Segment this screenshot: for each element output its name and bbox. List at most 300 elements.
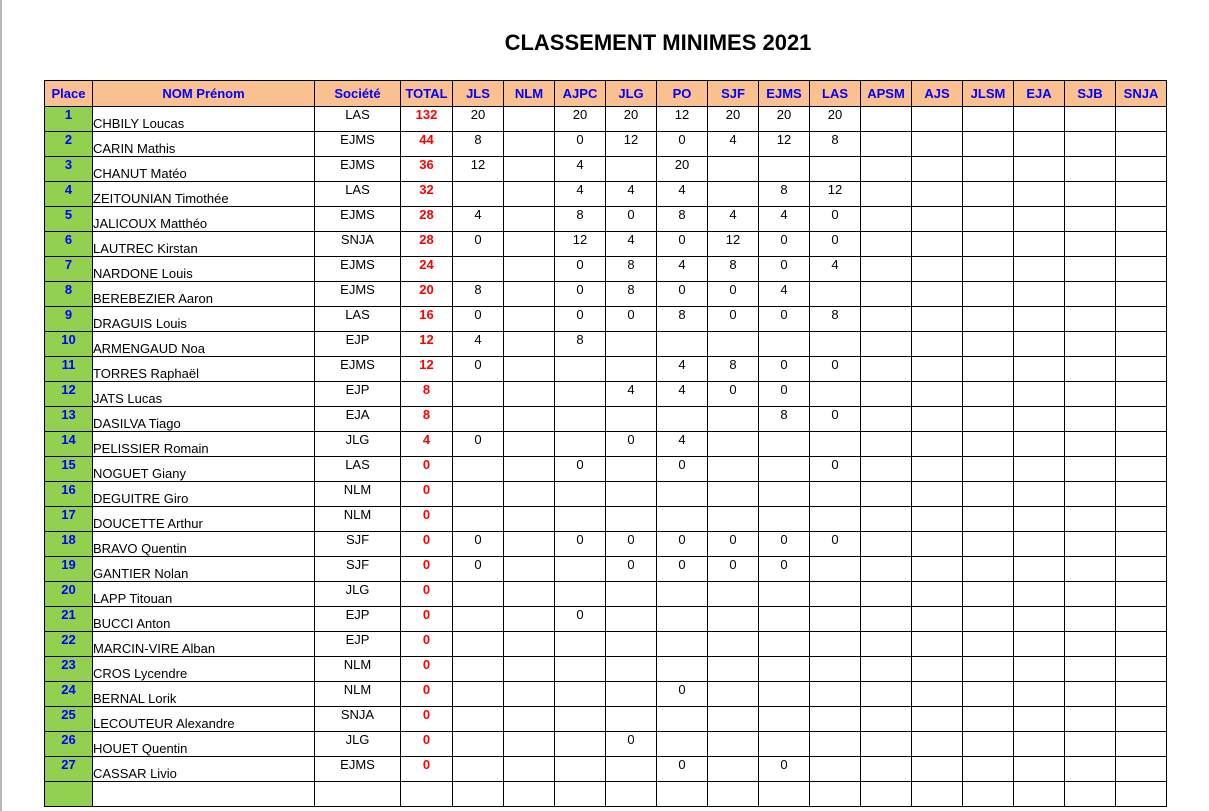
score-cell-ajs bbox=[912, 632, 963, 657]
score-cell-ejms: 0 bbox=[759, 357, 810, 382]
score-cell-sjb bbox=[1065, 107, 1116, 132]
score-cell-las bbox=[810, 282, 861, 307]
score-cell-ejms bbox=[759, 332, 810, 357]
club-cell: EJMS bbox=[315, 157, 401, 182]
score-cell-ajs bbox=[912, 782, 963, 807]
score-cell-snja bbox=[1116, 732, 1167, 757]
club-cell: SNJA bbox=[315, 232, 401, 257]
score-cell-las bbox=[810, 682, 861, 707]
place-cell: 24 bbox=[45, 682, 93, 707]
score-cell-jls bbox=[453, 407, 504, 432]
score-cell-ajpc: 12 bbox=[555, 232, 606, 257]
name-cell: CHBILY Loucas bbox=[93, 107, 315, 132]
score-cell-eja bbox=[1014, 457, 1065, 482]
score-cell-ajpc bbox=[555, 557, 606, 582]
score-cell-ajpc bbox=[555, 482, 606, 507]
score-cell-las bbox=[810, 707, 861, 732]
score-cell-jlsm bbox=[963, 207, 1014, 232]
score-cell-eja bbox=[1014, 407, 1065, 432]
score-cell-sjb bbox=[1065, 132, 1116, 157]
score-cell-jls: 0 bbox=[453, 232, 504, 257]
score-cell-jlg: 8 bbox=[606, 257, 657, 282]
score-cell-ejms: 4 bbox=[759, 282, 810, 307]
score-cell-las: 4 bbox=[810, 257, 861, 282]
table-row bbox=[45, 382, 1167, 407]
score-cell-eja bbox=[1014, 257, 1065, 282]
score-cell-sjb bbox=[1065, 782, 1116, 807]
score-cell-nlm bbox=[504, 507, 555, 532]
score-cell-eja bbox=[1014, 157, 1065, 182]
table-row bbox=[45, 707, 1167, 732]
score-cell-po bbox=[657, 782, 708, 807]
score-cell-ajpc bbox=[555, 507, 606, 532]
score-cell-sjb bbox=[1065, 232, 1116, 257]
score-cell-ajpc bbox=[555, 782, 606, 807]
score-cell-sjb bbox=[1065, 682, 1116, 707]
score-cell-nlm bbox=[504, 732, 555, 757]
total-cell: 0 bbox=[401, 682, 453, 707]
score-cell-snja bbox=[1116, 407, 1167, 432]
score-cell-sjb bbox=[1065, 357, 1116, 382]
place-cell: 14 bbox=[45, 432, 93, 457]
score-cell-eja bbox=[1014, 507, 1065, 532]
total-cell: 12 bbox=[401, 357, 453, 382]
score-cell-po: 0 bbox=[657, 282, 708, 307]
place-cell: 20 bbox=[45, 582, 93, 607]
score-cell-apsm bbox=[861, 382, 912, 407]
place-cell: 4 bbox=[45, 182, 93, 207]
header-event-jlsm: JLSM bbox=[963, 81, 1014, 107]
name-cell: CROS Lycendre bbox=[93, 657, 315, 682]
score-cell-po: 4 bbox=[657, 257, 708, 282]
score-cell-apsm bbox=[861, 607, 912, 632]
score-cell-apsm bbox=[861, 457, 912, 482]
total-cell: 8 bbox=[401, 407, 453, 432]
score-cell-nlm bbox=[504, 357, 555, 382]
club-cell bbox=[315, 782, 401, 807]
score-cell-las bbox=[810, 657, 861, 682]
score-cell-apsm bbox=[861, 632, 912, 657]
score-cell-snja bbox=[1116, 182, 1167, 207]
score-cell-sjb bbox=[1065, 482, 1116, 507]
score-cell-ajs bbox=[912, 657, 963, 682]
club-cell: EJP bbox=[315, 607, 401, 632]
place-cell: 8 bbox=[45, 282, 93, 307]
score-cell-las: 8 bbox=[810, 132, 861, 157]
score-cell-sjf bbox=[708, 507, 759, 532]
header-event-ajpc: AJPC bbox=[555, 81, 606, 107]
place-cell: 7 bbox=[45, 257, 93, 282]
total-cell: 20 bbox=[401, 282, 453, 307]
club-cell: NLM bbox=[315, 657, 401, 682]
score-cell-snja bbox=[1116, 682, 1167, 707]
score-cell-eja bbox=[1014, 557, 1065, 582]
name-cell: CASSAR Livio bbox=[93, 757, 315, 782]
score-cell-sjf: 4 bbox=[708, 207, 759, 232]
score-cell-apsm bbox=[861, 182, 912, 207]
score-cell-jlsm bbox=[963, 732, 1014, 757]
name-cell: MARCIN-VIRE Alban bbox=[93, 632, 315, 657]
total-cell: 0 bbox=[401, 457, 453, 482]
score-cell-eja bbox=[1014, 432, 1065, 457]
score-cell-snja bbox=[1116, 157, 1167, 182]
score-cell-nlm bbox=[504, 532, 555, 557]
place-cell: 5 bbox=[45, 207, 93, 232]
score-cell-sjf: 0 bbox=[708, 557, 759, 582]
score-cell-nlm bbox=[504, 582, 555, 607]
score-cell-po bbox=[657, 507, 708, 532]
score-cell-jlg bbox=[606, 632, 657, 657]
total-cell: 0 bbox=[401, 732, 453, 757]
header-event-nlm: NLM bbox=[504, 81, 555, 107]
score-cell-jls bbox=[453, 732, 504, 757]
score-cell-sjf: 20 bbox=[708, 107, 759, 132]
score-cell-sjf bbox=[708, 407, 759, 432]
score-cell-jlsm bbox=[963, 782, 1014, 807]
total-cell: 36 bbox=[401, 157, 453, 182]
score-cell-ajpc bbox=[555, 632, 606, 657]
score-cell-ajs bbox=[912, 132, 963, 157]
score-cell-jls: 0 bbox=[453, 357, 504, 382]
score-cell-nlm bbox=[504, 257, 555, 282]
club-cell: EJMS bbox=[315, 357, 401, 382]
score-cell-las bbox=[810, 432, 861, 457]
score-cell-po bbox=[657, 657, 708, 682]
header-event-las: LAS bbox=[810, 81, 861, 107]
score-cell-las bbox=[810, 507, 861, 532]
score-cell-po bbox=[657, 732, 708, 757]
score-cell-nlm bbox=[504, 332, 555, 357]
score-cell-nlm bbox=[504, 132, 555, 157]
score-cell-po: 0 bbox=[657, 132, 708, 157]
name-cell: HOUET Quentin bbox=[93, 732, 315, 757]
score-cell-nlm bbox=[504, 557, 555, 582]
score-cell-apsm bbox=[861, 307, 912, 332]
table-row bbox=[45, 607, 1167, 632]
score-cell-sjb bbox=[1065, 157, 1116, 182]
score-cell-eja bbox=[1014, 182, 1065, 207]
table-row bbox=[45, 132, 1167, 157]
score-cell-ajs bbox=[912, 582, 963, 607]
score-cell-jlsm bbox=[963, 532, 1014, 557]
score-cell-jls bbox=[453, 607, 504, 632]
score-cell-eja bbox=[1014, 682, 1065, 707]
score-cell-las: 0 bbox=[810, 232, 861, 257]
club-cell: EJMS bbox=[315, 757, 401, 782]
score-cell-jlg bbox=[606, 782, 657, 807]
score-cell-ajpc: 0 bbox=[555, 282, 606, 307]
score-cell-sjf bbox=[708, 182, 759, 207]
score-cell-ajpc bbox=[555, 757, 606, 782]
score-cell-eja bbox=[1014, 132, 1065, 157]
header-total: TOTAL bbox=[401, 81, 453, 107]
score-cell-jls: 12 bbox=[453, 157, 504, 182]
score-cell-jlg bbox=[606, 757, 657, 782]
header-event-ajs: AJS bbox=[912, 81, 963, 107]
score-cell-jlg: 0 bbox=[606, 307, 657, 332]
score-cell-ejms: 0 bbox=[759, 382, 810, 407]
table-row bbox=[45, 732, 1167, 757]
score-cell-las bbox=[810, 732, 861, 757]
score-cell-las bbox=[810, 482, 861, 507]
table-row bbox=[45, 657, 1167, 682]
club-cell: EJMS bbox=[315, 282, 401, 307]
total-cell: 132 bbox=[401, 107, 453, 132]
club-cell: EJA bbox=[315, 407, 401, 432]
score-cell-ajs bbox=[912, 282, 963, 307]
score-cell-sjb bbox=[1065, 282, 1116, 307]
score-cell-jls bbox=[453, 507, 504, 532]
score-cell-apsm bbox=[861, 232, 912, 257]
score-cell-snja bbox=[1116, 757, 1167, 782]
header-event-jls: JLS bbox=[453, 81, 504, 107]
club-cell: LAS bbox=[315, 182, 401, 207]
score-cell-sjb bbox=[1065, 257, 1116, 282]
score-cell-jlsm bbox=[963, 282, 1014, 307]
total-cell: 0 bbox=[401, 607, 453, 632]
score-cell-eja bbox=[1014, 282, 1065, 307]
score-cell-ajpc: 8 bbox=[555, 207, 606, 232]
score-cell-jlsm bbox=[963, 407, 1014, 432]
name-cell: DASILVA Tiago bbox=[93, 407, 315, 432]
total-cell: 0 bbox=[401, 507, 453, 532]
place-cell: 6 bbox=[45, 232, 93, 257]
score-cell-po: 4 bbox=[657, 182, 708, 207]
score-cell-ajs bbox=[912, 182, 963, 207]
club-cell: LAS bbox=[315, 307, 401, 332]
place-cell bbox=[45, 782, 93, 807]
page-title: CLASSEMENT MINIMES 2021 bbox=[504, 30, 812, 55]
total-cell: 24 bbox=[401, 257, 453, 282]
score-cell-sjf bbox=[708, 332, 759, 357]
total-cell: 16 bbox=[401, 307, 453, 332]
place-cell: 16 bbox=[45, 482, 93, 507]
score-cell-jlg: 4 bbox=[606, 382, 657, 407]
name-cell: TORRES Raphaël bbox=[93, 357, 315, 382]
total-cell: 0 bbox=[401, 657, 453, 682]
score-cell-po: 0 bbox=[657, 757, 708, 782]
score-cell-apsm bbox=[861, 757, 912, 782]
score-cell-ajpc bbox=[555, 407, 606, 432]
place-cell: 23 bbox=[45, 657, 93, 682]
score-cell-jlsm bbox=[963, 657, 1014, 682]
total-cell: 32 bbox=[401, 182, 453, 207]
score-cell-apsm bbox=[861, 557, 912, 582]
score-cell-ajpc: 0 bbox=[555, 532, 606, 557]
score-cell-eja bbox=[1014, 532, 1065, 557]
name-cell: LECOUTEUR Alexandre bbox=[93, 707, 315, 732]
score-cell-apsm bbox=[861, 257, 912, 282]
club-cell: JLG bbox=[315, 582, 401, 607]
score-cell-snja bbox=[1116, 332, 1167, 357]
score-cell-sjf: 12 bbox=[708, 232, 759, 257]
score-cell-las bbox=[810, 632, 861, 657]
score-cell-nlm bbox=[504, 682, 555, 707]
place-cell: 27 bbox=[45, 757, 93, 782]
score-cell-nlm bbox=[504, 207, 555, 232]
score-cell-las bbox=[810, 382, 861, 407]
place-cell: 3 bbox=[45, 157, 93, 182]
score-cell-jlsm bbox=[963, 507, 1014, 532]
total-cell: 8 bbox=[401, 382, 453, 407]
score-cell-ejms: 0 bbox=[759, 307, 810, 332]
table-row bbox=[45, 757, 1167, 782]
score-cell-sjf bbox=[708, 657, 759, 682]
score-cell-nlm bbox=[504, 432, 555, 457]
score-cell-jlsm bbox=[963, 232, 1014, 257]
score-cell-apsm bbox=[861, 107, 912, 132]
header-event-sjf: SJF bbox=[708, 81, 759, 107]
score-cell-ejms: 20 bbox=[759, 107, 810, 132]
table-row bbox=[45, 232, 1167, 257]
name-cell: NOGUET Giany bbox=[93, 457, 315, 482]
table-row bbox=[45, 207, 1167, 232]
header-row bbox=[45, 81, 1167, 107]
table-row bbox=[45, 157, 1167, 182]
score-cell-jls bbox=[453, 707, 504, 732]
score-cell-jlg: 4 bbox=[606, 182, 657, 207]
club-cell: SJF bbox=[315, 532, 401, 557]
score-cell-ajpc bbox=[555, 432, 606, 457]
score-cell-po: 4 bbox=[657, 432, 708, 457]
score-cell-snja bbox=[1116, 257, 1167, 282]
score-cell-eja bbox=[1014, 782, 1065, 807]
score-cell-ajs bbox=[912, 457, 963, 482]
total-cell: 28 bbox=[401, 232, 453, 257]
place-cell: 9 bbox=[45, 307, 93, 332]
score-cell-apsm bbox=[861, 132, 912, 157]
score-cell-sjb bbox=[1065, 607, 1116, 632]
score-cell-sjf: 0 bbox=[708, 307, 759, 332]
score-cell-po bbox=[657, 707, 708, 732]
table-row bbox=[45, 482, 1167, 507]
score-cell-jls bbox=[453, 257, 504, 282]
club-cell: LAS bbox=[315, 457, 401, 482]
score-cell-ajs bbox=[912, 357, 963, 382]
score-cell-eja bbox=[1014, 582, 1065, 607]
score-cell-po: 8 bbox=[657, 207, 708, 232]
score-cell-las: 0 bbox=[810, 532, 861, 557]
score-cell-sjb bbox=[1065, 707, 1116, 732]
score-cell-snja bbox=[1116, 532, 1167, 557]
score-cell-po bbox=[657, 582, 708, 607]
score-cell-jlsm bbox=[963, 582, 1014, 607]
place-cell: 22 bbox=[45, 632, 93, 657]
score-cell-snja bbox=[1116, 457, 1167, 482]
place-cell: 13 bbox=[45, 407, 93, 432]
score-cell-jls: 8 bbox=[453, 282, 504, 307]
score-cell-jls bbox=[453, 182, 504, 207]
score-cell-ajpc bbox=[555, 707, 606, 732]
score-cell-eja bbox=[1014, 707, 1065, 732]
score-cell-jlg: 8 bbox=[606, 282, 657, 307]
table-row bbox=[45, 782, 1167, 807]
score-cell-sjb bbox=[1065, 457, 1116, 482]
club-cell: EJMS bbox=[315, 257, 401, 282]
name-cell: ARMENGAUD Noa bbox=[93, 332, 315, 357]
score-cell-las bbox=[810, 557, 861, 582]
score-cell-sjf bbox=[708, 482, 759, 507]
place-cell: 15 bbox=[45, 457, 93, 482]
club-cell: EJP bbox=[315, 632, 401, 657]
score-cell-sjf: 8 bbox=[708, 257, 759, 282]
score-cell-las: 20 bbox=[810, 107, 861, 132]
score-cell-apsm bbox=[861, 582, 912, 607]
score-cell-ajpc: 8 bbox=[555, 332, 606, 357]
score-cell-sjb bbox=[1065, 332, 1116, 357]
table-row bbox=[45, 407, 1167, 432]
score-cell-eja bbox=[1014, 482, 1065, 507]
score-cell-jlsm bbox=[963, 307, 1014, 332]
score-cell-jlsm bbox=[963, 557, 1014, 582]
score-cell-jls bbox=[453, 582, 504, 607]
score-cell-jlg: 0 bbox=[606, 557, 657, 582]
score-cell-jls bbox=[453, 782, 504, 807]
score-cell-snja bbox=[1116, 607, 1167, 632]
score-cell-sjf bbox=[708, 707, 759, 732]
score-cell-apsm bbox=[861, 657, 912, 682]
score-cell-ejms bbox=[759, 782, 810, 807]
score-cell-nlm bbox=[504, 457, 555, 482]
name-cell: CHANUT Matéo bbox=[93, 157, 315, 182]
score-cell-ajpc: 0 bbox=[555, 607, 606, 632]
score-cell-jls: 0 bbox=[453, 432, 504, 457]
table-row bbox=[45, 557, 1167, 582]
score-cell-las: 0 bbox=[810, 407, 861, 432]
club-cell: EJP bbox=[315, 382, 401, 407]
place-cell: 26 bbox=[45, 732, 93, 757]
score-cell-ejms: 0 bbox=[759, 757, 810, 782]
score-cell-jlg bbox=[606, 682, 657, 707]
score-cell-nlm bbox=[504, 757, 555, 782]
score-cell-ajpc bbox=[555, 732, 606, 757]
score-cell-nlm bbox=[504, 632, 555, 657]
score-cell-jlsm bbox=[963, 682, 1014, 707]
score-cell-ajpc bbox=[555, 682, 606, 707]
name-cell bbox=[93, 782, 315, 807]
score-cell-nlm bbox=[504, 182, 555, 207]
score-cell-sjb bbox=[1065, 382, 1116, 407]
name-cell: LAPP Titouan bbox=[93, 582, 315, 607]
score-cell-nlm bbox=[504, 307, 555, 332]
score-cell-jlg: 4 bbox=[606, 232, 657, 257]
score-cell-sjb bbox=[1065, 507, 1116, 532]
score-cell-ejms bbox=[759, 707, 810, 732]
place-cell: 10 bbox=[45, 332, 93, 357]
score-cell-ejms bbox=[759, 482, 810, 507]
score-cell-ejms bbox=[759, 657, 810, 682]
score-cell-ajpc bbox=[555, 582, 606, 607]
score-cell-eja bbox=[1014, 357, 1065, 382]
score-cell-ajs bbox=[912, 557, 963, 582]
score-cell-jlg bbox=[606, 457, 657, 482]
table-row bbox=[45, 582, 1167, 607]
score-cell-las bbox=[810, 782, 861, 807]
score-cell-jlsm bbox=[963, 757, 1014, 782]
score-cell-las: 0 bbox=[810, 207, 861, 232]
score-cell-ajpc: 4 bbox=[555, 157, 606, 182]
place-cell: 19 bbox=[45, 557, 93, 582]
score-cell-nlm bbox=[504, 382, 555, 407]
score-cell-po: 0 bbox=[657, 682, 708, 707]
score-cell-sjf bbox=[708, 632, 759, 657]
score-cell-po: 20 bbox=[657, 157, 708, 182]
score-cell-apsm bbox=[861, 707, 912, 732]
score-cell-jlsm bbox=[963, 632, 1014, 657]
score-cell-sjb bbox=[1065, 182, 1116, 207]
score-cell-sjb bbox=[1065, 307, 1116, 332]
score-cell-las bbox=[810, 607, 861, 632]
